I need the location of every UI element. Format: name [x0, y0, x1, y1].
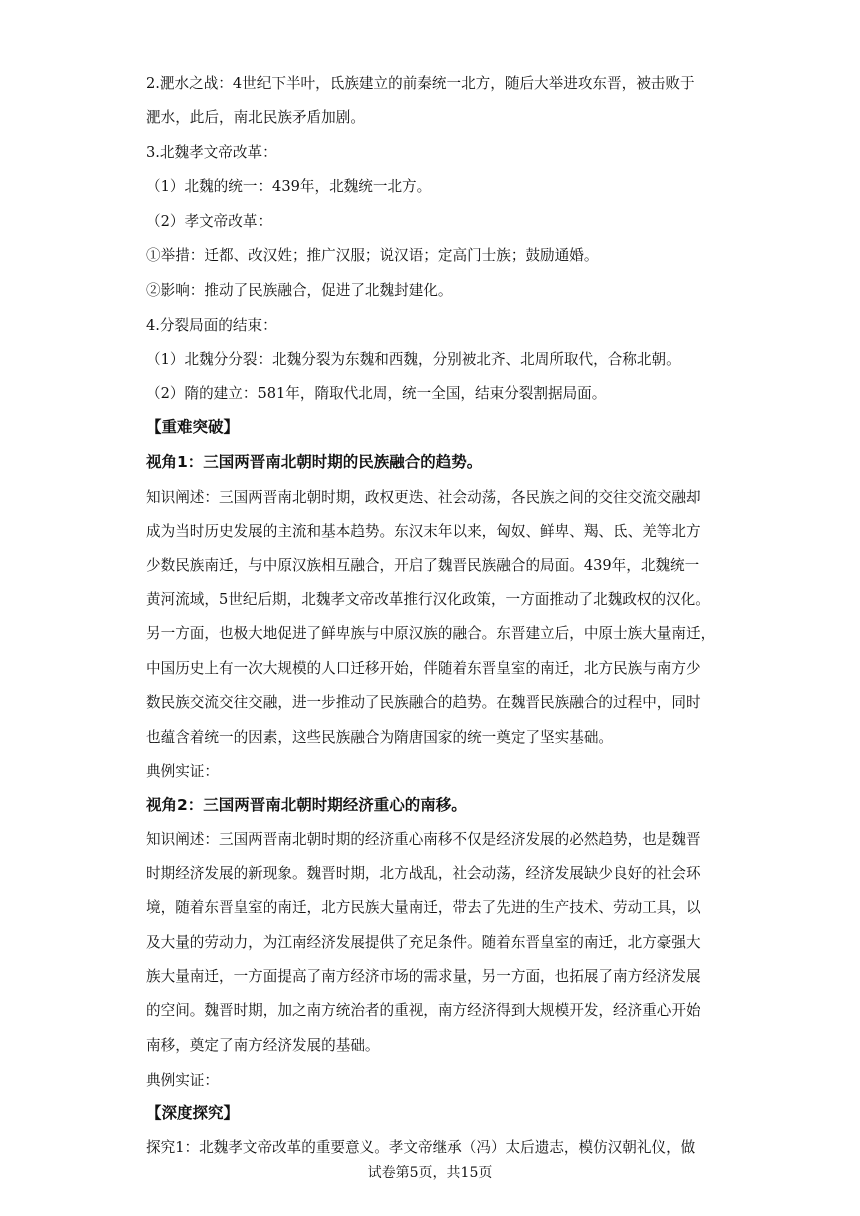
text-line: 知识阐述：三国两晋南北朝时期，政权更迭、社会动荡，各民族之间的交往交流交融却	[146, 489, 701, 506]
text-line: （2）隋的建立：581年，隋取代北周，统一全国，结束分裂割据局面。	[146, 385, 607, 402]
section-heading: 视角2：三国两晋南北朝时期经济重心的南移。	[146, 796, 467, 814]
text-line: 探究1：北魏孝文帝改革的重要意义。孝文帝继承（冯）太后遗志，模仿汉朝礼仪，做	[146, 1139, 696, 1156]
text-line: 的空间。魏晋时期，加之南方统治者的重视，南方经济得到大规模开发，经济重心开始	[146, 1002, 701, 1019]
text-line: 典例实证：	[146, 1072, 219, 1089]
text-line: 4.分裂局面的结束：	[146, 317, 277, 334]
text-line: 及大量的劳动力，为江南经济发展提供了充足条件。随着东晋皇室的南迁，北方豪强大	[146, 934, 701, 951]
text-line: ②影响：推动了民族融合，促进了北魏封建化。	[146, 282, 453, 299]
text-line: （1）北魏分分裂：北魏分裂为东魏和西魏，分别被北齐、北周所取代，合称北朝。	[146, 351, 681, 368]
text-line: 中国历史上有一次大规模的人口迁移开始，伴随着东晋皇室的南迁，北方民族与南方少	[146, 660, 701, 677]
text-line: 2.淝水之战：4世纪下半叶，氐族建立的前秦统一北方，随后大举进攻东晋，被击败于	[146, 75, 695, 92]
text-line: 南移，奠定了南方经济发展的基础。	[146, 1037, 380, 1054]
section-heading: 视角1：三国两晋南北朝时期的民族融合的趋势。	[146, 453, 483, 471]
text-line: 族大量南迁，一方面提高了南方经济市场的需求量，另一方面，也拓展了南方经济发展	[146, 968, 701, 985]
text-line: 黄河流域，5世纪后期，北魏孝文帝改革推行汉化政策，一方面推动了北魏政权的汉化。	[146, 591, 710, 608]
section-heading: 【深度探究】	[146, 1104, 240, 1122]
section-heading: 【重难突破】	[146, 418, 240, 436]
text-line: 也蕴含着统一的因素，这些民族融合为隋唐国家的统一奠定了坚实基础。	[146, 729, 614, 746]
text-line: （1）北魏的统一：439年，北魏统一北方。	[146, 178, 432, 195]
text-line: 淝水，此后，南北民族矛盾加剧。	[146, 109, 365, 126]
text-line: 时期经济发展的新现象。魏晋时期，北方战乱，社会动荡，经济发展缺少良好的社会环	[146, 865, 701, 882]
text-line: （2）孝文帝改革：	[146, 213, 273, 230]
text-line: 成为当时历史发展的主流和基本趋势。东汉末年以来，匈奴、鲜卑、羯、氐、羌等北方	[146, 523, 701, 540]
text-line: 3.北魏孝文帝改革：	[146, 144, 277, 161]
text-line: 知识阐述：三国两晋南北朝时期的经济重心南移不仅是经济发展的必然趋势，也是魏晋	[146, 831, 701, 848]
text-line: 少数民族南迁，与中原汉族相互融合，开启了魏晋民族融合的局面。439年，北魏统一	[146, 557, 700, 574]
page-footer: 试卷第5页，共15页	[367, 1165, 493, 1181]
text-line: 境，随着东晋皇室的南迁，北方民族大量南迁，带去了先进的生产技术、劳动工具，以	[146, 899, 701, 916]
text-line: 另一方面，也极大地促进了鲜卑族与中原汉族的融合。东晋建立后，中原士族大量南迁，	[146, 625, 716, 642]
text-line: 数民族交流交往交融，进一步推动了民族融合的趋势。在魏晋民族融合的过程中，同时	[146, 694, 701, 711]
text-line: ①举措：迁都、改汉姓；推广汉服；说汉语；定高门士族；鼓励通婚。	[146, 247, 599, 264]
text-line: 典例实证：	[146, 763, 219, 780]
